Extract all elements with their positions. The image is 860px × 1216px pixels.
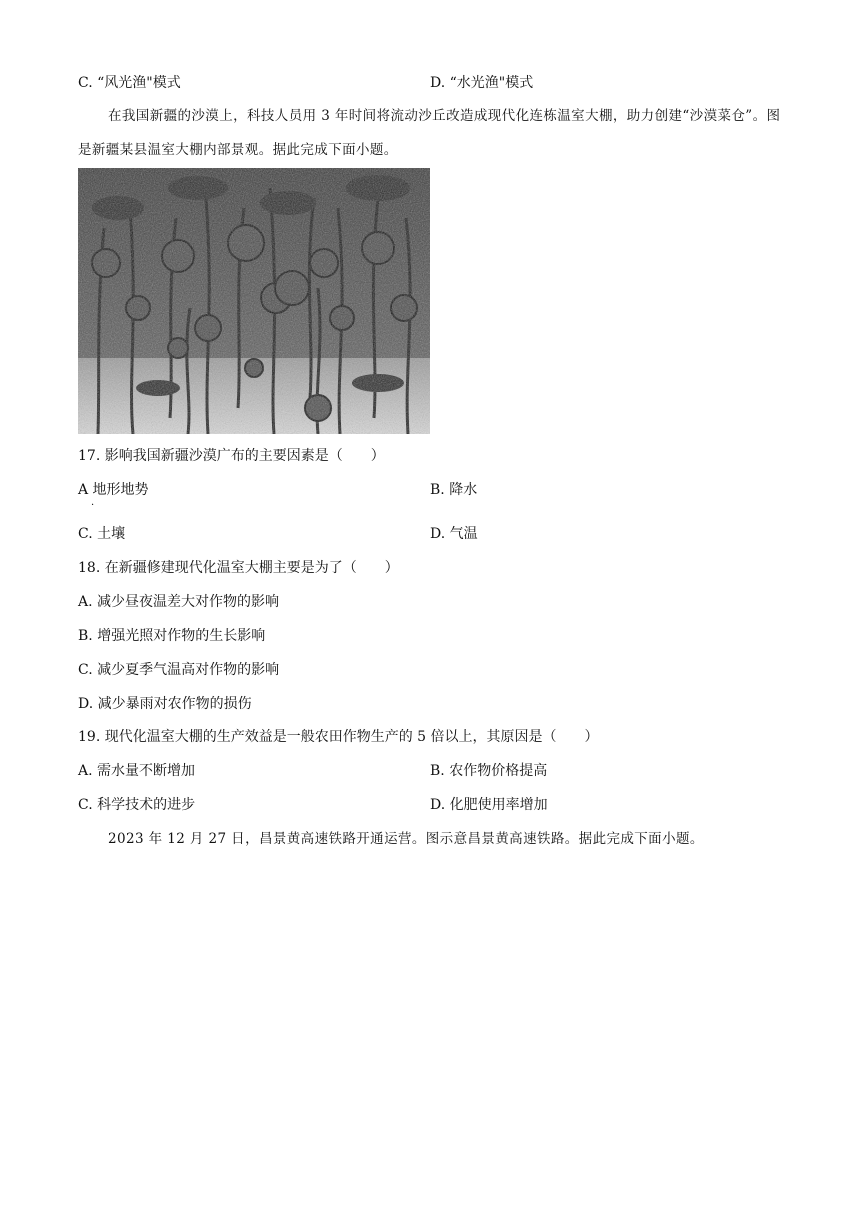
question-18-option-b: B. 增强光照对作物的生长影响: [78, 628, 266, 644]
intro-paragraph: 在我国新疆的沙漠上，科技人员用 3 年时间将流动沙丘改造成现代化连栋温室大棚，助力创建“沙漠菜仓”。图是新疆某县温室大棚内部景观。据此完成下面小题。: [78, 108, 781, 158]
question-17-option-d: D. 气温: [430, 526, 478, 542]
question-19-option-d: D. 化肥使用率增加: [430, 797, 548, 813]
railway-intro-paragraph: 2023 年 12 月 27 日，昌景黄高速铁路开通运营。图示意昌景黄高速铁路。据此完成下面小题。: [108, 831, 704, 847]
greenhouse-photo-graphic: [78, 168, 430, 434]
question-19-option-b: B. 农作物价格提高: [430, 763, 548, 779]
question-17-option-a: A 地形地势: [78, 482, 149, 498]
option-a-dot: ·: [91, 500, 95, 511]
question-19-stem: 19. 现代化温室大棚的生产效益是一般农田作物生产的 5 倍以上，其原因是（ ）: [78, 729, 599, 745]
option-c-prev: C. “风光渔"模式: [78, 75, 181, 91]
question-18-option-d: D. 减少暴雨对农作物的损伤: [78, 696, 252, 712]
question-19-option-c: C. 科学技术的进步: [78, 797, 196, 813]
question-17-option-c: C. 土壤: [78, 526, 126, 542]
question-18-option-a: A. 减少昼夜温差大对作物的影响: [78, 594, 280, 610]
option-d-prev: D. “水光渔"模式: [430, 75, 534, 91]
question-18-option-c: C. 减少夏季气温高对作物的影响: [78, 662, 280, 678]
question-17-stem: 17. 影响我国新疆沙漠广布的主要因素是（ ）: [78, 448, 385, 464]
greenhouse-photo: [78, 168, 430, 434]
question-18-stem: 18. 在新疆修建现代化温室大棚主要是为了（ ）: [78, 560, 399, 576]
question-19-option-a: A. 需水量不断增加: [78, 763, 196, 779]
question-17-option-b: B. 降水: [430, 482, 478, 498]
